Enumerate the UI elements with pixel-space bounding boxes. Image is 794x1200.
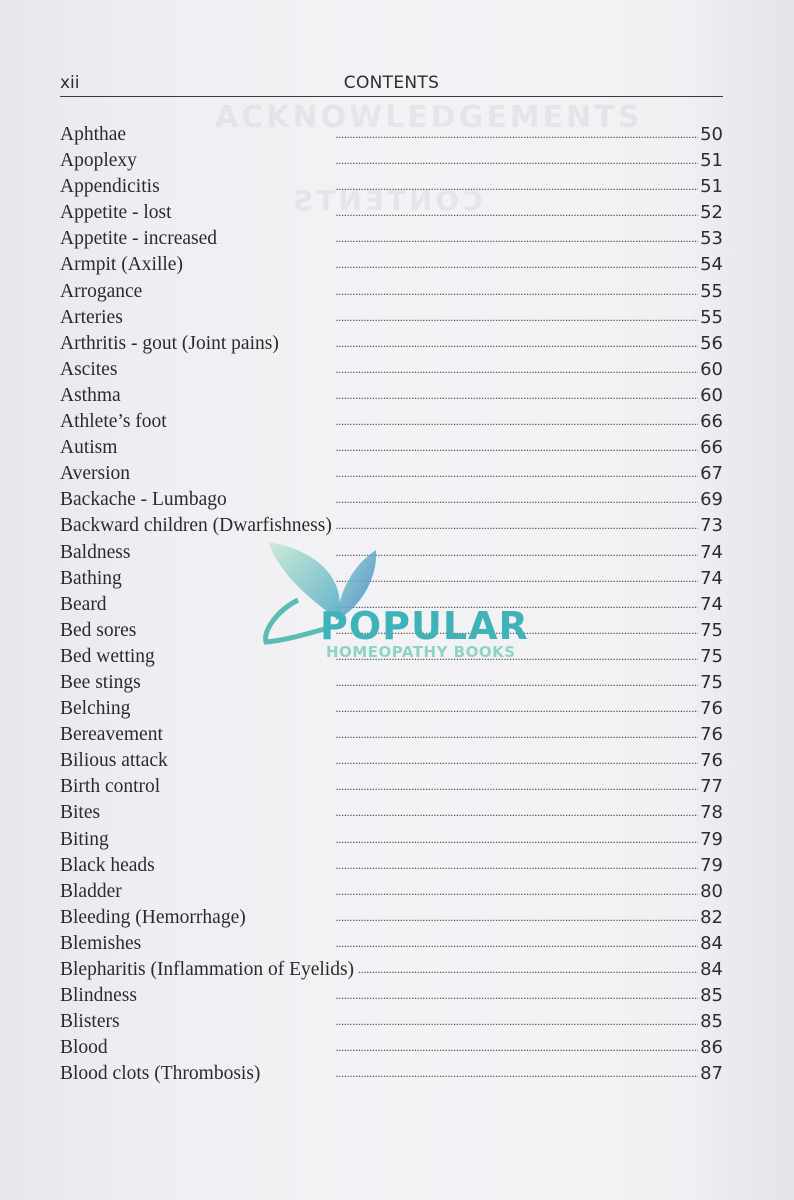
toc-entry — [60, 825, 723, 851]
dot-leader — [141, 146, 698, 166]
dot-leader — [176, 198, 699, 218]
toc-entry-page: 84 — [700, 932, 723, 954]
dot-leader — [125, 381, 698, 401]
toc-entry-page: 69 — [700, 489, 723, 511]
toc-entry-label: Armpit (Axille) — [60, 254, 183, 276]
toc-entry-page: 55 — [700, 280, 723, 302]
toc-entry-label: Bee stings — [60, 671, 141, 693]
toc-entry — [60, 1033, 723, 1059]
page-number: xii — [60, 73, 80, 93]
dot-leader — [141, 981, 698, 1001]
toc-entry — [60, 772, 723, 798]
toc-entry — [60, 485, 723, 511]
toc-entry — [60, 250, 723, 276]
toc-entry-label: Appetite - lost — [60, 202, 172, 224]
toc-entry-label: Backache - Lumbago — [60, 489, 227, 511]
toc-entry-label: Beard — [60, 593, 107, 615]
toc-entry-page: 51 — [700, 176, 723, 198]
dot-leader — [264, 1059, 698, 1079]
toc-entry — [60, 329, 723, 355]
toc-entry-label: Birth control — [60, 776, 161, 798]
toc-entry-label: Blepharitis (Inflammation of Eyelids) — [60, 959, 355, 980]
toc-entry-label: Bathing — [60, 567, 122, 589]
toc-entry-page: 76 — [700, 698, 723, 720]
toc-entry — [60, 720, 723, 746]
toc-entry-page: 56 — [700, 332, 723, 354]
toc-entry — [60, 1059, 723, 1085]
toc-entry-page: 60 — [700, 384, 723, 406]
dot-leader — [358, 955, 698, 975]
dot-leader — [164, 172, 698, 192]
toc-entry-label: Bed wetting — [60, 645, 155, 667]
toc-entry-page: 75 — [700, 671, 723, 693]
toc-entry — [60, 694, 723, 720]
toc-entry — [60, 798, 723, 824]
dot-leader — [134, 694, 698, 714]
toc-entry — [60, 851, 723, 877]
toc-entry-page: 74 — [700, 541, 723, 563]
toc-entry-page: 60 — [700, 358, 723, 380]
dot-leader — [124, 1007, 699, 1027]
toc-entry-label: Blemishes — [60, 932, 142, 954]
toc-entry-page: 74 — [700, 593, 723, 615]
toc-entry-label: Appendicitis — [60, 176, 160, 198]
toc-entry-page: 52 — [700, 202, 723, 224]
toc-entry — [60, 955, 723, 981]
toc-entry — [60, 668, 723, 694]
toc-entry-label: Apoplexy — [60, 150, 137, 172]
toc-entry — [60, 277, 723, 303]
dot-leader — [127, 303, 698, 323]
page-header — [60, 70, 723, 97]
toc-entry-label: Biting — [60, 828, 109, 850]
dot-leader — [250, 903, 698, 923]
toc-entry-page: 79 — [700, 828, 723, 850]
toc-entry-page: 80 — [700, 880, 723, 902]
toc-entry-label: Autism — [60, 437, 118, 459]
toc-entry-page: 66 — [700, 411, 723, 433]
toc-entry-page: 85 — [700, 1011, 723, 1033]
watermark-brand: POPULAR — [320, 604, 529, 648]
dot-leader — [187, 250, 698, 270]
toc-entry-page: 87 — [700, 1063, 723, 1085]
toc-entry — [60, 929, 723, 955]
dot-leader — [172, 746, 698, 766]
toc-entry-label: Arrogance — [60, 280, 143, 302]
toc-entry — [60, 224, 723, 250]
toc-entry — [60, 746, 723, 772]
bleed-through-heading: ACKNOWLEDGEMENTS — [215, 100, 643, 135]
toc-entry — [60, 511, 723, 537]
dot-leader — [121, 433, 698, 453]
toc-entry — [60, 198, 723, 224]
dot-leader — [146, 277, 698, 297]
toc-entry — [60, 407, 723, 433]
toc-entry-label: Aversion — [60, 463, 131, 485]
toc-entry-label: Blindness — [60, 985, 137, 1007]
dot-leader — [126, 877, 698, 897]
toc-entry-label: Bed sores — [60, 619, 137, 641]
toc-entry-label: Belching — [60, 698, 131, 720]
toc-entry-label: Appetite - increased — [60, 228, 218, 250]
toc-entry-page: 76 — [700, 750, 723, 772]
toc-entry-page: 75 — [700, 619, 723, 641]
toc-entry — [60, 877, 723, 903]
watermark-subtitle: HOMEOPATHY BOOKS — [326, 643, 516, 661]
dot-leader — [171, 407, 698, 427]
toc-entry — [60, 172, 723, 198]
toc-entry-page: 75 — [700, 645, 723, 667]
toc-entry — [60, 120, 723, 146]
toc-entry — [60, 303, 723, 329]
toc-entry-page: 53 — [700, 228, 723, 250]
toc-entry-page: 54 — [700, 254, 723, 276]
dot-leader — [145, 668, 698, 688]
dot-leader — [167, 720, 698, 740]
toc-entry-label: Blood — [60, 1037, 108, 1059]
dot-leader — [112, 1033, 698, 1053]
toc-entry — [60, 981, 723, 1007]
dot-leader — [113, 825, 698, 845]
toc-entry-label: Bilious attack — [60, 750, 168, 772]
toc-entry-page: 50 — [700, 124, 723, 145]
toc-entry-label: Aphthae — [60, 124, 127, 145]
toc-entry-page: 73 — [700, 515, 723, 537]
publisher-watermark — [258, 540, 548, 660]
page-title: CONTENTS — [343, 73, 440, 93]
toc-entry-page: 77 — [700, 776, 723, 798]
toc-entry-page: 66 — [700, 437, 723, 459]
dot-leader — [134, 459, 698, 479]
toc-entry-page: 51 — [700, 150, 723, 172]
toc-entry-label: Arteries — [60, 306, 123, 328]
dot-leader — [130, 120, 698, 140]
bleed-through-heading: CONTENTS — [290, 184, 483, 217]
toc-entry — [60, 433, 723, 459]
dot-leader — [164, 772, 698, 792]
toc-entry-page: 67 — [700, 463, 723, 485]
toc-entry-label: Black heads — [60, 854, 155, 876]
toc-entry-page: 85 — [700, 985, 723, 1007]
toc-entry-page: 78 — [700, 802, 723, 824]
toc-entry-label: Bladder — [60, 880, 122, 902]
toc-entry — [60, 459, 723, 485]
dot-leader — [145, 929, 698, 949]
toc-entry-label: Arthritis - gout (Joint pains) — [60, 332, 279, 354]
toc-entry — [60, 355, 723, 381]
toc-entry-label: Blisters — [60, 1011, 120, 1033]
toc-entry-page: 79 — [700, 854, 723, 876]
toc-entry-label: Asthma — [60, 384, 121, 406]
dot-leader — [336, 511, 698, 531]
dot-leader — [221, 224, 698, 244]
toc-entry-page: 84 — [700, 959, 723, 980]
toc-entry-page: 86 — [700, 1037, 723, 1059]
toc-entry-page: 55 — [700, 306, 723, 328]
toc-entry-label: Bereavement — [60, 724, 163, 746]
toc-entry — [60, 381, 723, 407]
toc-entry — [60, 146, 723, 172]
toc-entry-label: Blood clots (Thrombosis) — [60, 1063, 261, 1085]
toc-entry-label: Bites — [60, 802, 101, 824]
dot-leader — [231, 485, 698, 505]
toc-entry-label: Athlete’s foot — [60, 411, 167, 433]
dot-leader — [159, 851, 698, 871]
toc-entry — [60, 1007, 723, 1033]
toc-entry — [60, 903, 723, 929]
toc-entry-label: Backward children (Dwarfishness) — [60, 515, 332, 537]
dot-leader — [121, 355, 698, 375]
toc-entry-page: 74 — [700, 567, 723, 589]
toc-entry-page: 76 — [700, 724, 723, 746]
toc-entry-page: 82 — [700, 906, 723, 928]
dot-leader — [283, 329, 698, 349]
dot-leader — [104, 798, 698, 818]
toc-entry-label: Bleeding (Hemorrhage) — [60, 906, 246, 928]
toc-entry-label: Baldness — [60, 541, 131, 563]
toc-entry-label: Ascites — [60, 358, 118, 380]
